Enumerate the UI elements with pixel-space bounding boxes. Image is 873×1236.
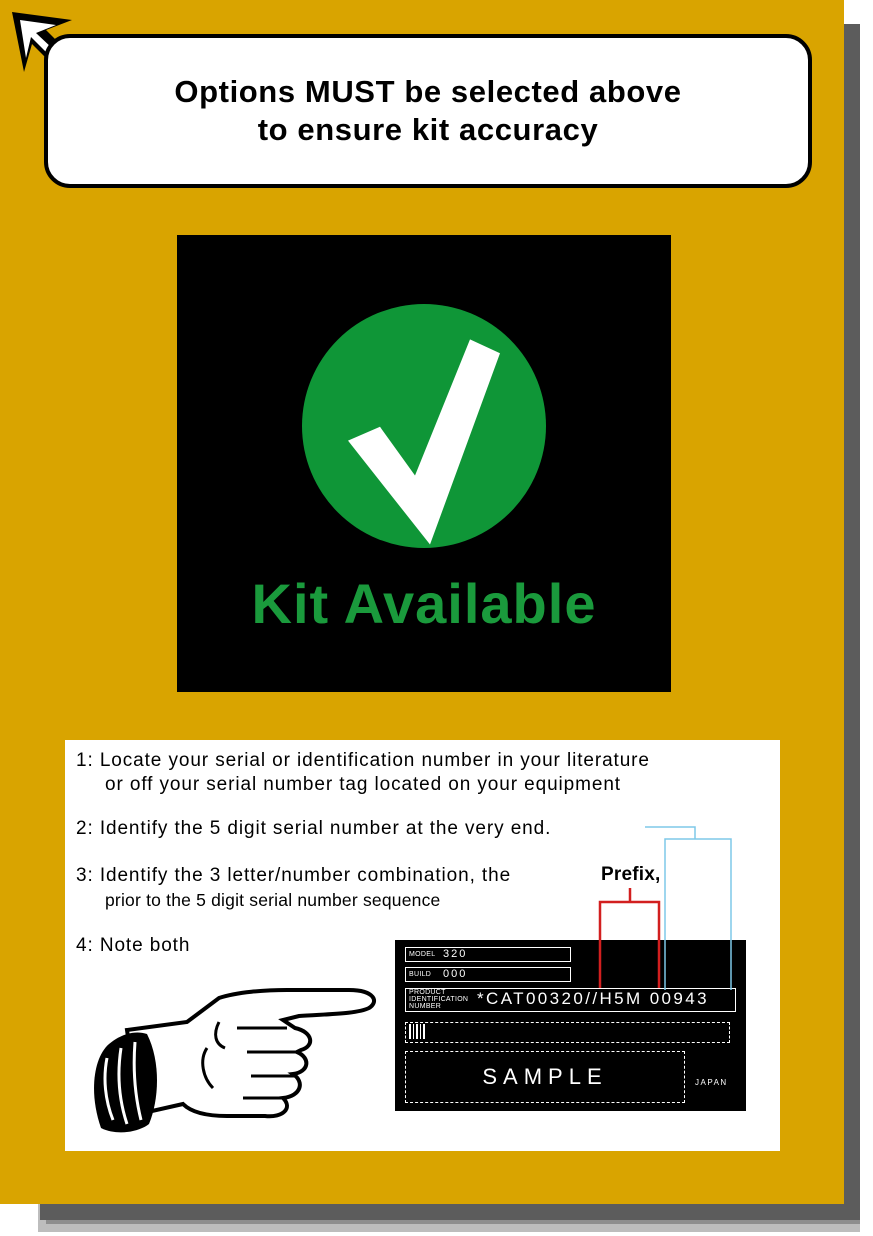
pin-label-line-2: IDENTIFICATION: [409, 996, 469, 1003]
step-3-line-1: 3: Identify the 3 letter/number combination, the: [76, 865, 512, 886]
build-value: 000: [443, 968, 468, 980]
kit-availability-box: [177, 235, 671, 692]
step-1-line-2: or off your serial number tag located on your equipment: [105, 774, 621, 795]
model-label: MODEL: [409, 951, 436, 958]
check-circle-icon: [300, 302, 548, 550]
model-value: 320: [443, 948, 468, 960]
serial-instructions-card: [65, 740, 780, 1151]
sample-text: SAMPLE: [482, 1064, 608, 1089]
country-label: JAPAN: [695, 1078, 728, 1087]
step-2: 2: Identify the 5 digit serial number at the very end.: [76, 818, 552, 839]
pin-value: *CAT00320//H5M 00943: [477, 989, 709, 1008]
step-3-line-2: prior to the 5 digit serial number sequence: [105, 890, 441, 910]
build-label: BUILD: [409, 971, 432, 978]
callout-brackets: [65, 740, 780, 1151]
prefix-callout: Prefix,: [601, 864, 661, 885]
pin-label-line-1: PRODUCT: [409, 989, 446, 996]
pin-label-line-3: NUMBER: [409, 1003, 442, 1010]
prefix-bracket: [600, 888, 659, 988]
step-4: 4: Note both: [76, 935, 191, 956]
options-warning-banner: [44, 34, 812, 188]
banner-line-2: to ensure kit accuracy: [257, 112, 599, 147]
step-1-line-1: 1: Locate your serial or identification number in your literature: [76, 750, 650, 771]
kit-available-label: Kit Available: [251, 572, 597, 635]
banner-line-1: Options MUST be selected above: [174, 74, 682, 109]
